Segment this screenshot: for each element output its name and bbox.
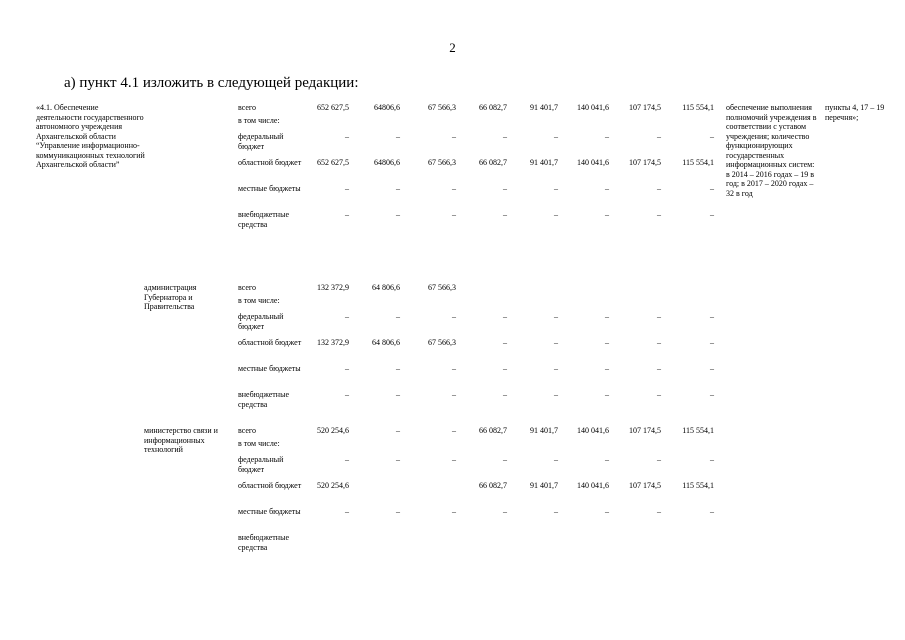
- funding-value-cell: 66 082,7: [479, 481, 507, 490]
- funding-value-cell: –: [657, 312, 661, 321]
- funding-value-cell: –: [657, 338, 661, 347]
- funding-value-cell: –: [554, 210, 558, 219]
- funding-value-cell: –: [554, 184, 558, 193]
- funding-source-label: в том числе:: [238, 116, 280, 125]
- funding-value-cell: –: [345, 390, 349, 399]
- funding-value-cell: –: [710, 364, 714, 373]
- funding-value-cell: –: [605, 364, 609, 373]
- funding-value-cell: 140 041,6: [577, 426, 609, 435]
- funding-value-cell: –: [554, 507, 558, 516]
- funding-value-cell: –: [657, 364, 661, 373]
- expected-result: обеспечение выполнения полномочий учреждения в соответствии с уставом учреждения; количество функционирующих государственных информационных систем: в 2014 – 2016 годах – 19 в год; в 2017 – 2020 годах – 32 в год: [726, 103, 817, 198]
- funding-value-cell: –: [345, 184, 349, 193]
- funding-value-cell: –: [605, 312, 609, 321]
- funding-value-cell: 64806,6: [374, 158, 400, 167]
- funding-value-cell: 64 806,6: [372, 338, 400, 347]
- amendment-heading: а) пункт 4.1 изложить в следующей редакции:: [64, 75, 359, 91]
- funding-source-label: областной бюджет: [238, 338, 302, 347]
- funding-value-cell: –: [605, 507, 609, 516]
- funding-source-label: внебюджетные средства: [238, 210, 289, 229]
- funding-value-cell: –: [710, 210, 714, 219]
- funding-value-cell: –: [605, 132, 609, 141]
- funding-value-cell: –: [657, 132, 661, 141]
- funding-value-cell: –: [345, 312, 349, 321]
- funding-value-cell: 91 401,7: [530, 158, 558, 167]
- funding-value-cell: –: [657, 507, 661, 516]
- activity-name: «4.1. Обеспечение деятельности государственного автономного учреждения Архангельской области “Управление информационно-коммуникационных технологий Архангельской области”: [36, 103, 145, 169]
- funding-value-cell: –: [452, 426, 456, 435]
- funding-value-cell: 520 254,6: [317, 481, 349, 490]
- funding-source-label: местные бюджеты: [238, 184, 301, 193]
- funding-value-cell: 140 041,6: [577, 158, 609, 167]
- funding-value-cell: 115 554,1: [682, 481, 714, 490]
- funding-value-cell: –: [710, 338, 714, 347]
- funding-value-cell: –: [345, 507, 349, 516]
- funding-value-cell: –: [554, 390, 558, 399]
- funding-source-label: всего: [238, 426, 257, 435]
- funding-source-label: местные бюджеты: [238, 364, 301, 373]
- funding-value-cell: –: [452, 210, 456, 219]
- funding-value-cell: –: [605, 455, 609, 464]
- funding-value-cell: –: [452, 184, 456, 193]
- funding-value-cell: –: [396, 312, 400, 321]
- funding-value-cell: 67 566,3: [428, 283, 456, 292]
- funding-value-cell: –: [710, 312, 714, 321]
- funding-value-cell: –: [710, 184, 714, 193]
- funding-value-cell: –: [503, 210, 507, 219]
- funding-value-cell: –: [345, 210, 349, 219]
- funding-value-cell: –: [554, 132, 558, 141]
- funding-value-cell: –: [503, 132, 507, 141]
- funding-value-cell: –: [605, 184, 609, 193]
- funding-value-cell: –: [503, 364, 507, 373]
- funding-value-cell: 66 082,7: [479, 426, 507, 435]
- funding-value-cell: 652 627,5: [317, 158, 349, 167]
- funding-value-cell: 67 566,3: [428, 338, 456, 347]
- funding-value-cell: 115 554,1: [682, 158, 714, 167]
- funding-value-cell: 67 566,3: [428, 158, 456, 167]
- funding-source-label: в том числе:: [238, 296, 280, 305]
- funding-value-cell: 115 554,1: [682, 103, 714, 112]
- funding-value-cell: –: [710, 390, 714, 399]
- funding-value-cell: –: [345, 455, 349, 464]
- funding-source-label: в том числе:: [238, 439, 280, 448]
- funding-value-cell: 66 082,7: [479, 103, 507, 112]
- funding-source-label: федеральный бюджет: [238, 132, 284, 151]
- funding-source-label: федеральный бюджет: [238, 312, 284, 331]
- funding-value-cell: –: [605, 390, 609, 399]
- funding-value-cell: –: [710, 455, 714, 464]
- funding-value-cell: –: [605, 338, 609, 347]
- funding-source-label: местные бюджеты: [238, 507, 301, 516]
- funding-value-cell: –: [554, 455, 558, 464]
- list-reference: пункты 4, 17 – 19 перечня»;: [825, 103, 885, 122]
- funding-value-cell: –: [396, 210, 400, 219]
- funding-value-cell: –: [396, 132, 400, 141]
- funding-value-cell: –: [452, 455, 456, 464]
- funding-value-cell: 64 806,6: [372, 283, 400, 292]
- funding-value-cell: –: [396, 364, 400, 373]
- funding-value-cell: –: [657, 455, 661, 464]
- funding-value-cell: 140 041,6: [577, 103, 609, 112]
- funding-value-cell: –: [452, 390, 456, 399]
- funding-value-cell: –: [503, 507, 507, 516]
- page-number: 2: [449, 40, 456, 55]
- funding-value-cell: 132 372,9: [317, 283, 349, 292]
- funding-value-cell: –: [396, 390, 400, 399]
- funding-value-cell: –: [345, 364, 349, 373]
- funding-value-cell: 115 554,1: [682, 426, 714, 435]
- funding-value-cell: 107 174,5: [629, 481, 661, 490]
- funding-value-cell: –: [503, 338, 507, 347]
- funding-value-cell: 140 041,6: [577, 481, 609, 490]
- funding-value-cell: –: [396, 507, 400, 516]
- funding-value-cell: –: [345, 132, 349, 141]
- funding-source-label: федеральный бюджет: [238, 455, 284, 474]
- funding-value-cell: –: [554, 338, 558, 347]
- executor-name: министерство связи и информационных технологий: [144, 426, 218, 454]
- funding-value-cell: –: [710, 507, 714, 516]
- funding-source-label: областной бюджет: [238, 481, 302, 490]
- funding-value-cell: –: [503, 390, 507, 399]
- funding-value-cell: 64806,6: [374, 103, 400, 112]
- funding-source-label: областной бюджет: [238, 158, 302, 167]
- funding-value-cell: –: [710, 132, 714, 141]
- funding-value-cell: 91 401,7: [530, 481, 558, 490]
- funding-value-cell: –: [452, 364, 456, 373]
- funding-value-cell: 107 174,5: [629, 158, 661, 167]
- executor-name: администрация Губернатора и Правительства: [144, 283, 197, 311]
- funding-value-cell: –: [452, 132, 456, 141]
- funding-value-cell: –: [452, 312, 456, 321]
- funding-value-cell: 91 401,7: [530, 103, 558, 112]
- funding-source-label: всего: [238, 283, 257, 292]
- funding-value-cell: –: [452, 507, 456, 516]
- funding-value-cell: 132 372,9: [317, 338, 349, 347]
- funding-value-cell: –: [503, 455, 507, 464]
- funding-value-cell: 66 082,7: [479, 158, 507, 167]
- funding-source-label: внебюджетные средства: [238, 390, 289, 409]
- funding-value-cell: –: [503, 312, 507, 321]
- funding-source-label: всего: [238, 103, 257, 112]
- funding-value-cell: 652 627,5: [317, 103, 349, 112]
- funding-value-cell: –: [554, 364, 558, 373]
- funding-value-cell: 67 566,3: [428, 103, 456, 112]
- funding-value-cell: –: [396, 184, 400, 193]
- funding-value-cell: –: [396, 426, 400, 435]
- funding-value-cell: –: [396, 455, 400, 464]
- funding-value-cell: 520 254,6: [317, 426, 349, 435]
- funding-value-cell: 107 174,5: [629, 426, 661, 435]
- funding-value-cell: –: [657, 184, 661, 193]
- funding-value-cell: 107 174,5: [629, 103, 661, 112]
- funding-value-cell: –: [554, 312, 558, 321]
- funding-value-cell: –: [503, 184, 507, 193]
- funding-value-cell: –: [657, 390, 661, 399]
- funding-value-cell: –: [657, 210, 661, 219]
- funding-source-label: внебюджетные средства: [238, 533, 289, 552]
- funding-value-cell: 91 401,7: [530, 426, 558, 435]
- funding-value-cell: –: [605, 210, 609, 219]
